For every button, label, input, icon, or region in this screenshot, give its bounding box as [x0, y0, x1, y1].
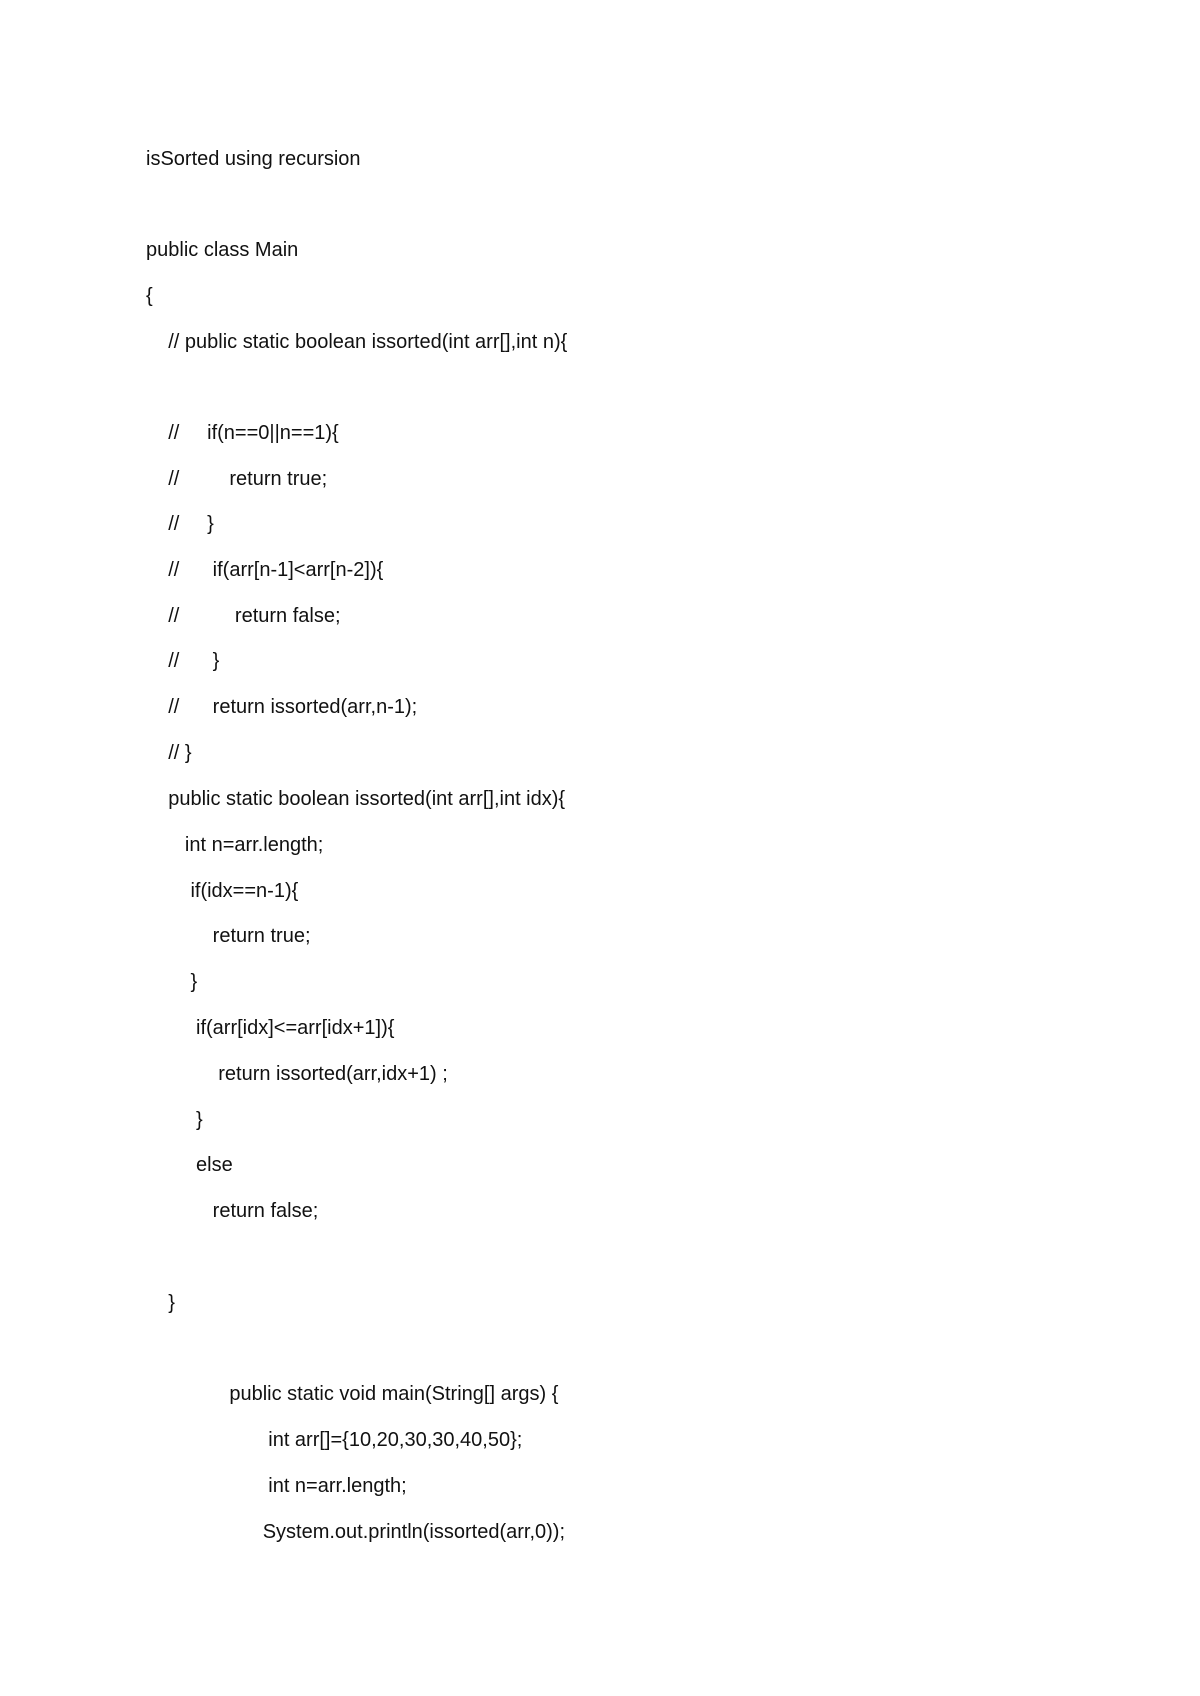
code-line-comment-if-compare: // if(arr[n-1]<arr[n-2]){ — [146, 559, 384, 581]
code-line-close-method: } — [146, 1292, 175, 1314]
code-line-comment-close-method: // } — [146, 742, 192, 764]
code-line-return-recurse: return issorted(arr,idx+1) ; — [146, 1063, 448, 1085]
code-line-comment-recurse: // return issorted(arr,n-1); — [146, 696, 418, 718]
code-line-comment-return-false: // return false; — [146, 605, 341, 627]
code-line-method-signature: public static boolean issorted(int arr[],int idx){ — [146, 788, 566, 810]
document-title: isSorted using recursion — [146, 148, 361, 170]
code-line-print: System.out.println(issorted(arr,0)); — [146, 1521, 566, 1543]
code-line-main-length: int n=arr.length; — [146, 1475, 407, 1497]
code-line-array-decl: int arr[]={10,20,30,30,40,50}; — [146, 1429, 523, 1451]
code-line-if-last-index: if(idx==n-1){ — [146, 880, 299, 902]
code-line-comment-signature: // public static boolean issorted(int arr[],int n){ — [146, 331, 568, 353]
code-line-if-compare: if(arr[idx]<=arr[idx+1]){ — [146, 1017, 395, 1039]
code-line-class-decl: public class Main — [146, 239, 299, 261]
code-line-main-signature: public static void main(String[] args) { — [146, 1383, 559, 1405]
code-line-return-false: return false; — [146, 1200, 319, 1222]
code-line-class-open-brace: { — [146, 285, 153, 307]
code-line-close-if-1: } — [146, 971, 198, 993]
code-line-comment-return-true: // return true; — [146, 468, 328, 490]
code-line-comment-if-base: // if(n==0||n==1){ — [146, 422, 339, 444]
code-line-else: else — [146, 1154, 233, 1176]
code-line-length-decl: int n=arr.length; — [146, 834, 324, 856]
code-line-close-if-2: } — [146, 1109, 203, 1131]
code-line-comment-close-2: // } — [146, 650, 220, 672]
code-line-comment-close-1: // } — [146, 513, 214, 535]
code-line-return-true: return true; — [146, 925, 311, 947]
